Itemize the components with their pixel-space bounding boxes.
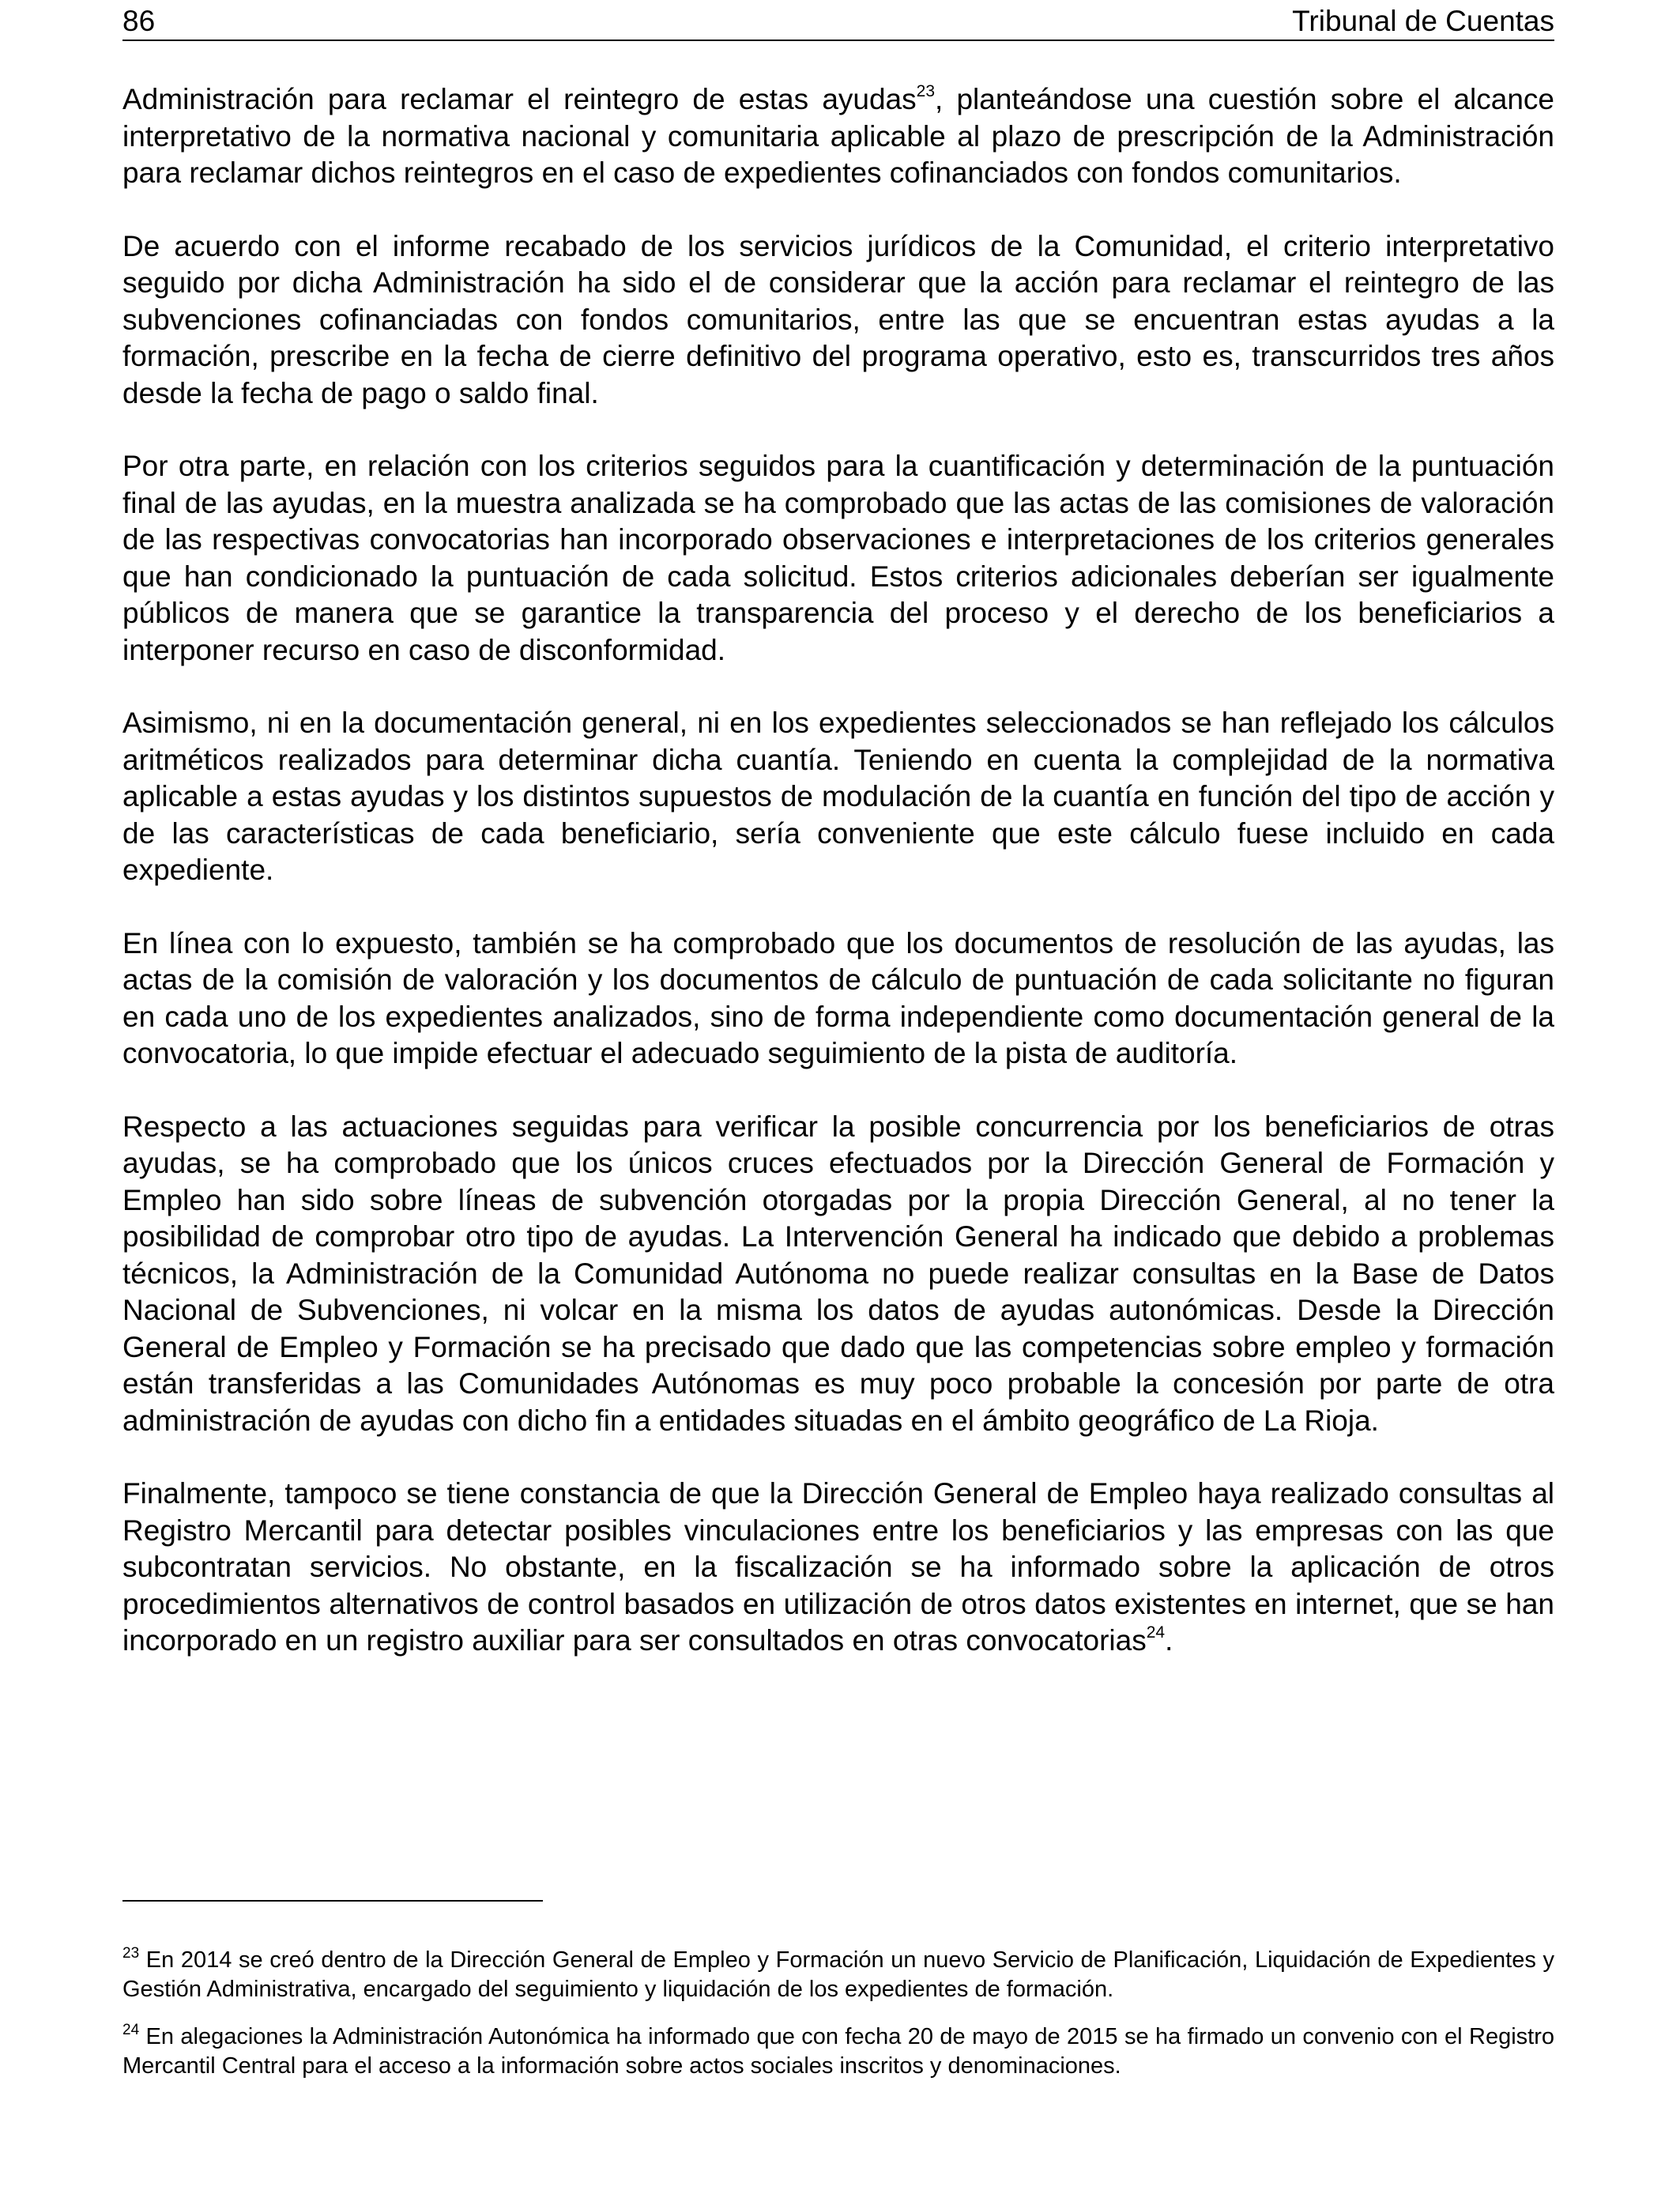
footnote-text: En alegaciones la Administración Autonómica ha informado que con fecha 20 de mayo de 2015 se ha firmado un convenio con el Registro Mercantil Central para el acceso a la información sobre actos sociales inscritos y denominaciones. [122, 2024, 1554, 2079]
paragraph-7-text-end: . [1165, 1624, 1173, 1657]
footnotes [122, 1946, 1554, 2099]
paragraph-7 [122, 1476, 1554, 1660]
paragraph-2: De acuerdo con el informe recabado de los servicios jurídicos de la Comunidad, el criterio interpretativo seguido por dicha Administración ha sido el de considerar que la acción para reclamar el reintegro de las subvenciones cofinanciadas con fondos comunitarios, entre las que se encuentran estas ayudas a la formación, prescribe en la fecha de cierre definitivo del programa operativo, esto es, transcurridos tres años desde la fecha de pago o saldo final. [122, 229, 1554, 409]
paragraph-1-text: Administración para reclamar el reintegro de estas ayudas [122, 83, 917, 115]
page-number: 86 [122, 5, 156, 37]
paragraph-5: En línea con lo expuesto, también se ha comprobado que los documentos de resolución de las ayudas, las actas de la comisión de valoración y los documentos de cálculo de puntuación de cada solicitante no figuran en cada uno de los expedientes analizados, sino de forma independiente como documentación general de la convocatoria, lo que impide efectuar el adecuado seguimiento de la pista de auditoría. [122, 926, 1554, 1069]
paragraph-3: Por otra parte, en relación con los criterios seguidos para la cuantificación y determinación de la puntuación final de las ayudas, en la muestra analizada se ha comprobado que las actas de las comisiones de valoración de las respectivas convocatorias han incorporado observaciones e interpretaciones de los criterios generales que han condicionado la puntuación de cada solicitud. Estos criterios adicionales deberían ser igualmente públicos de manera que se garantice la transparencia del proceso y el derecho de los beneficiarios a interponer recurso en caso de disconformidad. [122, 450, 1554, 666]
footnote-24 [122, 2022, 1554, 2081]
paragraph-1-text-cont: , planteándose una cuestión sobre el alcance interpretativo de la normativa nacional y comunitaria aplicable al plazo de prescripción de la Administración para reclamar dichos reintegros en el caso de expedientes cofinanciados con fondos comunitarios. [122, 83, 1554, 189]
paragraph-1 [122, 81, 1554, 192]
footnote-23 [122, 1946, 1554, 2004]
footnote-separator [122, 1900, 543, 1902]
page-header [122, 0, 1554, 41]
paragraph-6: Respecto a las actuaciones seguidas para verificar la posible concurrencia por los beneficiarios de otras ayudas, se ha comprobado que los únicos cruces efectuados por la Dirección General de Formación y Empleo han sido sobre líneas de subvención otorgadas por la propia Dirección General, al no tener la posibilidad de comprobar otro tipo de ayudas. La Intervención General ha indicado que debido a problemas técnicos, la Administración de la Comunidad Autónoma no puede realizar consultas en la Base de Datos Nacional de Subvenciones, ni volcar en la misma los datos de ayudas autonómicas. Desde la Dirección General de Empleo y Formación se ha precisado que dado que las competencias sobre empleo y formación están transferidas a las Comunidades Autónomas es muy poco probable la concesión por parte de otra administración de ayudas con dicho fin a entidades situadas en el ámbito geográfico de La Rioja. [122, 1110, 1554, 1437]
paragraph-7-text: Finalmente, tampoco se tiene constancia de que la Dirección General de Empleo haya realizado consultas al Registro Mercantil para detectar posibles vinculaciones entre los beneficiarios y las empresas con las que subcontratan servicios. No obstante, en la fiscalización se ha informado sobre la aplicación de otros procedimientos alternativos de control basados en utilización de otros datos existentes en internet, que se han incorporado en un registro auxiliar para ser consultados en otras convocatorias [122, 1477, 1554, 1657]
footnote-ref-24: 24 [1146, 1623, 1166, 1642]
footnote-ref-23: 23 [916, 82, 935, 100]
footnote-text: En 2014 se creó dentro de la Dirección General de Empleo y Formación un nuevo Servicio de Planificación, Liquidación de Expedientes y Gestión Administrativa, encargado del seguimiento y liquidación de los expedientes de formación. [122, 1947, 1554, 2002]
footnote-number: 24 [122, 2022, 140, 2038]
running-title: Tribunal de Cuentas [1292, 5, 1554, 37]
paragraph-4: Asimismo, ni en la documentación general, ni en los expedientes seleccionados se han reflejado los cálculos aritméticos realizados para determinar dicha cuantía. Teniendo en cuenta la complejidad de la normativa aplicable a estas ayudas y los distintos supuestos de modulación de la cuantía en función del tipo de acción y de las características de cada beneficiario, sería conveniente que este cálculo fuese incluido en cada expediente. [122, 707, 1554, 886]
footnote-number: 23 [122, 1945, 140, 1962]
body-text [122, 81, 1554, 1696]
